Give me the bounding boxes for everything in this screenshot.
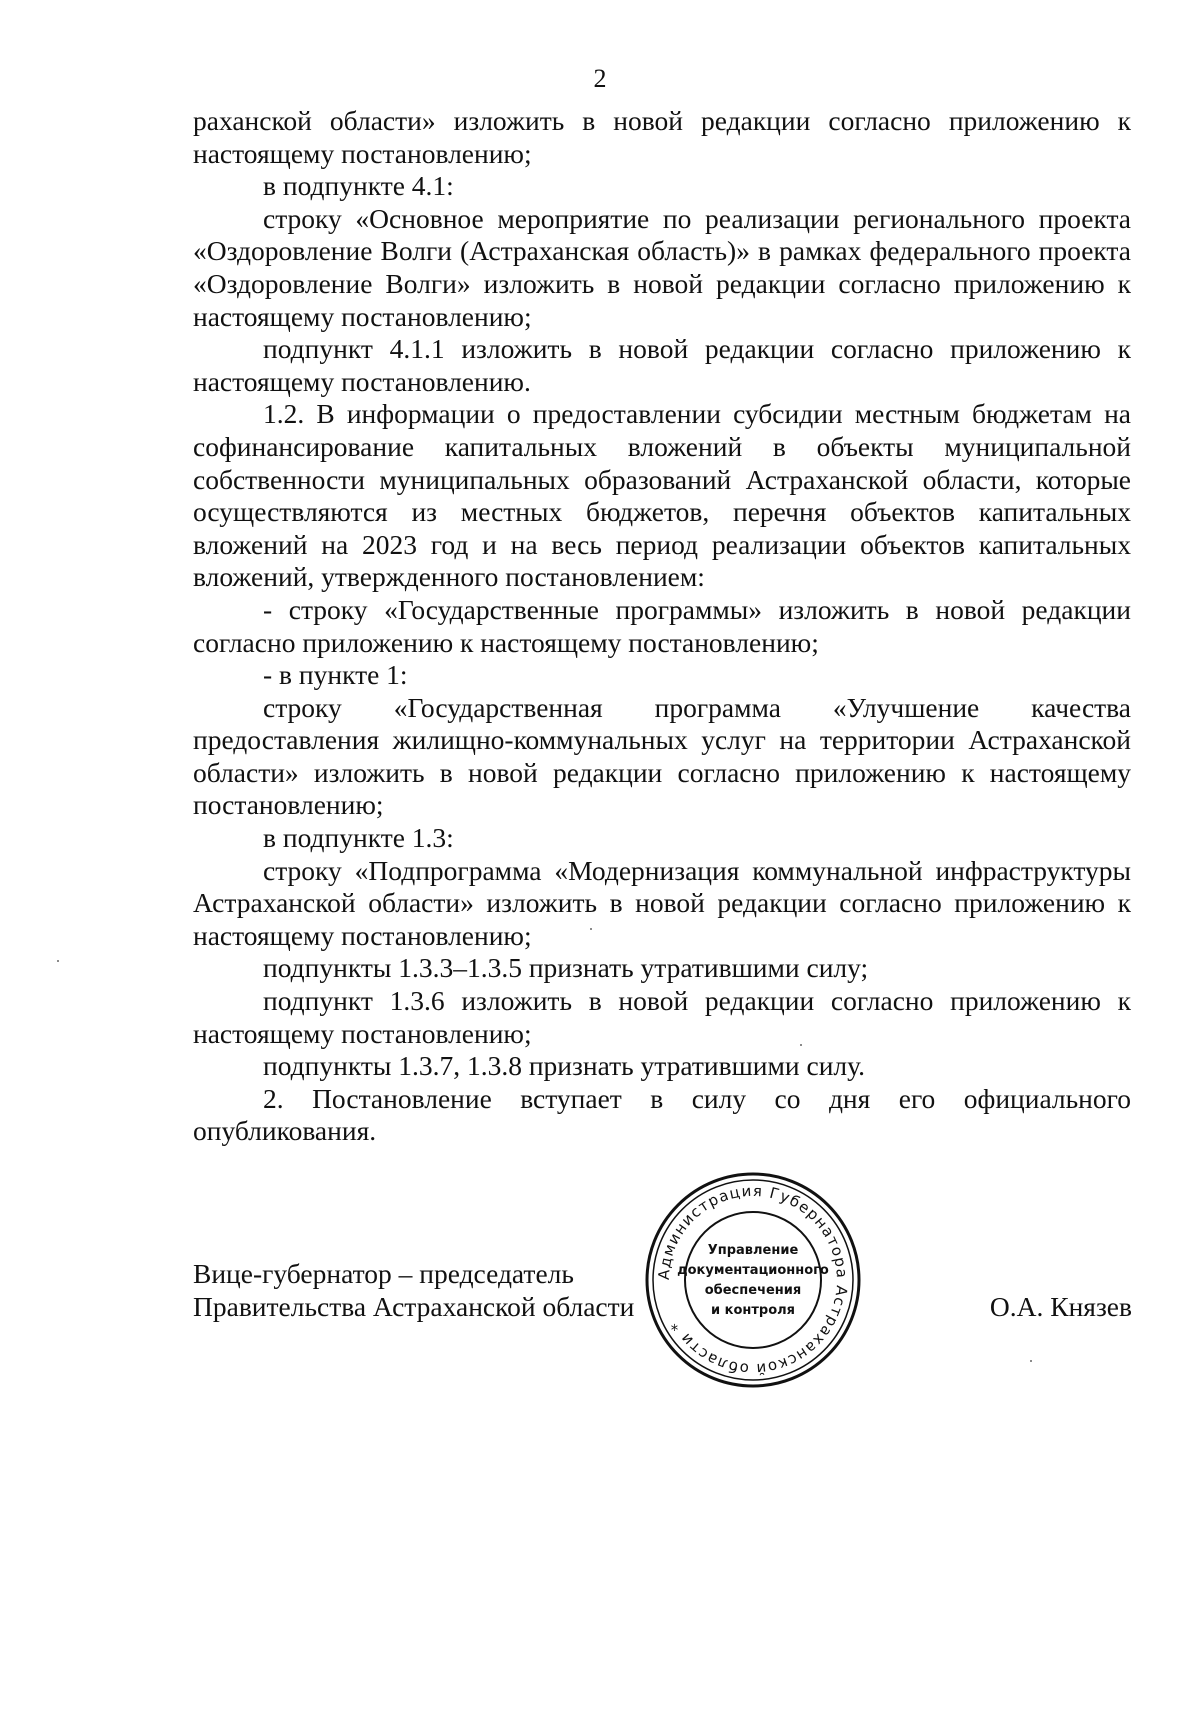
scan-speck (1030, 1360, 1032, 1362)
scan-speck (57, 960, 59, 962)
paragraph: 2. Постановление вступает в силу со дня его официального опубликования. (193, 1082, 1131, 1147)
paragraph: строку «Государственная программа «Улучшение качества предоставления жилищно-коммунальных услуг на территории Астраханской области» изложить в новой редакции согласно приложению к настоящему постановлению; (193, 691, 1131, 821)
paragraph: строку «Основное мероприятие по реализации регионального проекта «Оздоровление Волги (Астраханская область)» в рамках федерального проекта «Оздоровление Волги» изложить в новой редакции согласно приложению к настоящему постановлению; (193, 202, 1131, 332)
seal-center-line: документационного (677, 1263, 829, 1278)
paragraph: подпункты 1.3.7, 1.3.8 признать утратившими силу. (263, 1050, 866, 1082)
seal-center-line: и контроля (710, 1303, 796, 1318)
paragraph: подпункт 4.1.1 изложить в новой редакции согласно приложению к настоящему постановлению. (193, 333, 1131, 397)
paragraph: - в пункте 1: (263, 659, 408, 691)
paragraph: - строку «Государственные программы» изложить в новой редакции согласно приложению к настоящему постановлению; (193, 593, 1131, 658)
page-number: 2 (593, 64, 607, 93)
paragraph: подпункт 1.3.6 изложить в новой редакции согласно приложению к настоящему постановлению; (193, 985, 1131, 1049)
scan-speck (590, 928, 592, 930)
signatory-position-line-2: Правительства Астраханской области (193, 1290, 635, 1322)
seal-center-line: Управление (707, 1243, 799, 1258)
paragraph: 1.2. В информации о предоставлении субсидии местным бюджетам на софинансирование капитальных вложений в объекты муниципальной собственности муниципальных образований Астраханской области, которые осуществляются из местных бюджетов, перечня объектов капитальных вложений на 2023 год и на весь период реализации объектов капитальных вложений, утвержденного постановлением: (193, 398, 1131, 593)
scan-speck (800, 1044, 802, 1046)
signatory-position (193, 1258, 634, 1323)
signatory-position-line-1: Вице-губернатор – председатель (193, 1258, 574, 1289)
seal-center-line: обеспечения (704, 1283, 802, 1298)
official-seal (643, 1170, 863, 1390)
paragraph: строку «Подпрограмма «Модернизация коммунальной инфраструктуры Астраханской области» изложить в новой редакции согласно приложению к настоящему постановлению; (193, 854, 1131, 951)
paragraph: в подпункте 1.3: (263, 822, 454, 854)
seal-ring-text: Администрация Губернатора Астраханской области * (654, 1181, 852, 1379)
seal-graphic (643, 1170, 863, 1390)
paragraph: раханской области» изложить в новой редакции согласно приложению к настоящему постановлению; (193, 105, 1131, 169)
signatory-name: О.А. Князев (989, 1291, 1132, 1322)
paragraph: в подпункте 4.1: (263, 170, 454, 202)
paragraph: подпункты 1.3.3–1.3.5 признать утратившими силу; (263, 952, 869, 984)
document-body (193, 105, 1131, 1148)
